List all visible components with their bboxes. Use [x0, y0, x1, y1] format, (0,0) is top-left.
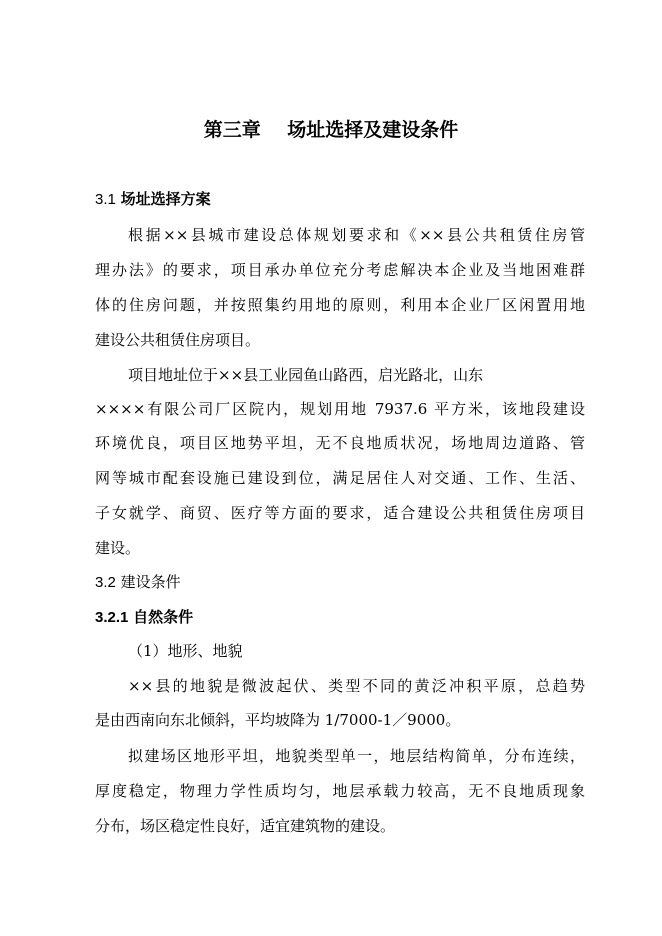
- paragraph-line: 厚度稳定，物理力学性质均匀，地层承载力较高，无不良地质现象: [95, 782, 585, 800]
- section-heading-3-2-1: [95, 606, 193, 629]
- paragraph-line: 理办法》的要求，项目承办单位充分考虑解决本企业及当地困难群: [95, 261, 585, 279]
- paragraph-line: 拟建场区地形平坦，地貌类型单一，地层结构简单，分布连续，: [128, 747, 585, 765]
- paragraph-line: ××县的地貌是微波起伏、类型不同的黄泛冲积平原，总趋势: [128, 677, 585, 695]
- section-number: 3.1: [95, 191, 116, 208]
- chapter-title: 第三章 场址选择及建设条件: [203, 119, 459, 141]
- paragraph-line: 根据××县城市建设总体规划要求和《××县公共租赁住房管: [128, 226, 585, 244]
- item-label: （1）地形、地貌: [128, 642, 243, 660]
- paragraph-line: ××××有限公司厂区院内，规划用地 7937.6 平方米，该地段建设: [95, 400, 585, 418]
- section-title: 场址选择方案: [120, 190, 211, 208]
- section-title: 建设条件: [120, 573, 181, 591]
- section-number: 3.2.1: [95, 609, 129, 626]
- paragraph-line: 是由西南向东北倾斜，平均坡降为 1/7000-1／9000。: [95, 711, 461, 729]
- paragraph-line: 网等城市配套设施已建设到位，满足居住人对交通、工作、生活、: [95, 469, 585, 487]
- section-heading-3-1: [95, 188, 211, 211]
- paragraph-line: 分布，场区稳定性良好，适宜建筑物的建设。: [95, 817, 396, 835]
- paragraph-line: 建设公共租赁住房项目。: [95, 331, 261, 349]
- paragraph-line: 项目地址位于××县工业园鱼山路西，启光路北，山东: [128, 366, 484, 384]
- paragraph-line: 子女就学、商贸、医疗等方面的要求，适合建设公共租赁住房项目: [95, 504, 585, 522]
- paragraph-line: 环境优良，项目区地势平坦，无不良地质状况，场地周边道路、管: [95, 434, 585, 452]
- section-heading-3-2: [95, 571, 181, 594]
- section-number: 3.2: [95, 574, 116, 591]
- section-title: 自然条件: [133, 608, 194, 626]
- paragraph-line: 体的住房问题，并按照集约用地的原则，利用本企业厂区闲置用地: [95, 296, 585, 314]
- paragraph-line: 建设。: [95, 539, 141, 557]
